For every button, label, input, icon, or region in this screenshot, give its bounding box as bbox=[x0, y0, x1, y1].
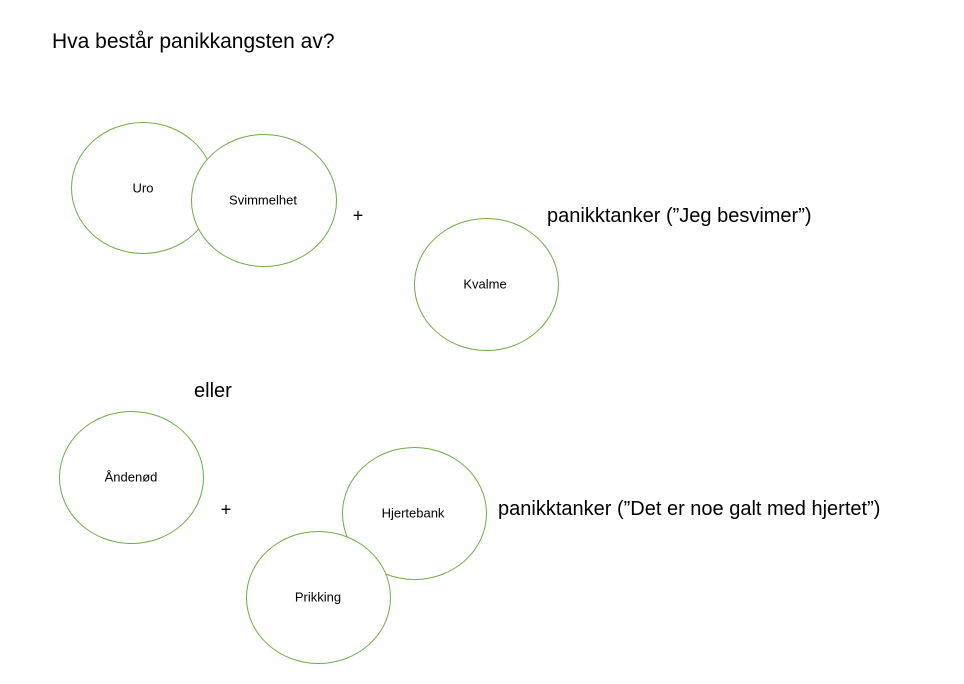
symptom-label-svimmelhet: Svimmelhet bbox=[229, 192, 297, 208]
separator-text: eller bbox=[194, 380, 232, 402]
symptom-label-kvalme: Kvalme bbox=[463, 276, 507, 292]
symptom-label-uro: Uro bbox=[132, 180, 154, 196]
panic-thought-text: panikktanker (”Jeg besvimer”) bbox=[547, 205, 812, 227]
symptom-label-prikking: Prikking bbox=[294, 589, 342, 605]
plus-sign: + bbox=[220, 499, 232, 520]
page-title: Hva består panikkangsten av? bbox=[52, 30, 335, 53]
symptom-label-hjertebank: Hjertebank bbox=[381, 505, 445, 521]
symptom-label-andenod: Åndenød bbox=[104, 469, 158, 485]
plus-sign: + bbox=[352, 205, 364, 226]
panic-thought-text: panikktanker (”Det er noe galt med hjertet”) bbox=[498, 498, 881, 520]
